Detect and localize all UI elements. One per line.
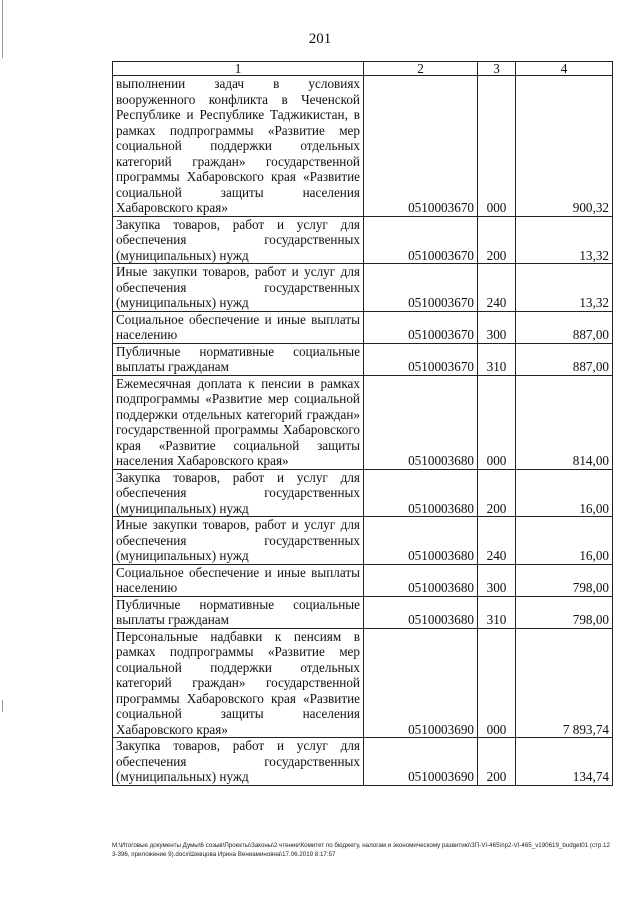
row-name: Ежемесячная доплата к пенсии в рамках подпрограммы «Развитие мер социальной поддержки отдельных категорий граждан» государственной программы Хабаровского края «Развитие социальной защиты населения Хабаровского края» — [113, 375, 364, 469]
table-row — [113, 628, 613, 738]
scan-edge-mark — [2, 700, 3, 712]
table-row — [113, 738, 613, 786]
table-row — [113, 375, 613, 469]
row-code: 0510003680 — [364, 596, 478, 628]
row-name: Закупка товаров, работ и услуг для обеспечения государственных (муниципальных) нужд — [113, 738, 364, 786]
table-row — [113, 517, 613, 565]
table-row — [113, 76, 613, 217]
table-row — [113, 311, 613, 343]
row-type: 240 — [478, 517, 516, 565]
row-amount: 16,00 — [516, 469, 613, 517]
row-type: 310 — [478, 596, 516, 628]
row-name: Иные закупки товаров, работ и услуг для обеспечения государственных (муниципальных) нужд — [113, 264, 364, 312]
row-code: 0510003680 — [364, 375, 478, 469]
row-name: Социальное обеспечение и иные выплаты населению — [113, 311, 364, 343]
header-cell: 3 — [478, 62, 516, 76]
table-row — [113, 469, 613, 517]
row-name: Публичные нормативные социальные выплаты гражданам — [113, 596, 364, 628]
header-cell: 4 — [516, 62, 613, 76]
row-type: 000 — [478, 375, 516, 469]
row-amount: 798,00 — [516, 564, 613, 596]
row-name: Закупка товаров, работ и услуг для обеспечения государственных (муниципальных) нужд — [113, 216, 364, 264]
row-name: выполнении задач в условиях вооруженного конфликта в Чеченской Республике и Республике Таджикистан, в рамках подпрограммы «Развитие мер социальной поддержки отдельных категорий граждан» государственной программы Хабаровского края «Развитие социальной защиты населения Хабаровского края» — [113, 76, 364, 217]
table-row — [113, 264, 613, 312]
row-code: 0510003670 — [364, 76, 478, 217]
row-code: 0510003680 — [364, 564, 478, 596]
row-code: 0510003670 — [364, 311, 478, 343]
row-type: 300 — [478, 564, 516, 596]
row-amount: 814,00 — [516, 375, 613, 469]
row-name: Закупка товаров, работ и услуг для обеспечения государственных (муниципальных) нужд — [113, 469, 364, 517]
row-amount: 887,00 — [516, 311, 613, 343]
row-type: 310 — [478, 343, 516, 375]
row-code: 0510003690 — [364, 628, 478, 738]
row-type: 200 — [478, 738, 516, 786]
row-amount: 900,32 — [516, 76, 613, 217]
row-name: Публичные нормативные социальные выплаты гражданам — [113, 343, 364, 375]
table-row — [113, 596, 613, 628]
row-name: Иные закупки товаров, работ и услуг для обеспечения государственных (муниципальных) нужд — [113, 517, 364, 565]
table-header-row — [113, 62, 613, 76]
header-cell: 2 — [364, 62, 478, 76]
row-code: 0510003670 — [364, 216, 478, 264]
row-name: Социальное обеспечение и иные выплаты населению — [113, 564, 364, 596]
row-amount: 13,32 — [516, 264, 613, 312]
table-row — [113, 564, 613, 596]
budget-table — [112, 61, 613, 786]
scan-edge-mark — [2, 0, 3, 58]
row-type: 000 — [478, 628, 516, 738]
row-amount: 16,00 — [516, 517, 613, 565]
row-name: Персональные надбавки к пенсиям в рамках подпрограммы «Развитие мер социальной поддержки отдельных категорий граждан» государственной программы Хабаровского края «Развитие социальной защиты населения Хабаровского края» — [113, 628, 364, 738]
row-code: 0510003690 — [364, 738, 478, 786]
row-type: 200 — [478, 216, 516, 264]
row-amount: 798,00 — [516, 596, 613, 628]
header-cell: 1 — [113, 62, 364, 76]
page-number: 201 — [308, 31, 332, 47]
row-type: 200 — [478, 469, 516, 517]
row-code: 0510003670 — [364, 264, 478, 312]
row-amount: 887,00 — [516, 343, 613, 375]
row-code: 0510003680 — [364, 469, 478, 517]
row-type: 240 — [478, 264, 516, 312]
row-type: 300 — [478, 311, 516, 343]
table-row — [113, 343, 613, 375]
row-amount: 13,32 — [516, 216, 613, 264]
document-file-path: M:\Итоговые документы Думы\6 созыв\Проекты\Законы\2 чтение\Комитет по бюджету, налогам и экономическому развитию\ЗП-VI-465\пр2-VI-465_v190619_budget01 (стр.123-396, приложение 9).docx\Шевцова Ирина Вениаминовна\17.06.2019 8:17:57 — [112, 842, 610, 858]
row-amount: 7 893,74 — [516, 628, 613, 738]
row-code: 0510003670 — [364, 343, 478, 375]
row-amount: 134,74 — [516, 738, 613, 786]
table-row — [113, 216, 613, 264]
row-code: 0510003680 — [364, 517, 478, 565]
row-type: 000 — [478, 76, 516, 217]
